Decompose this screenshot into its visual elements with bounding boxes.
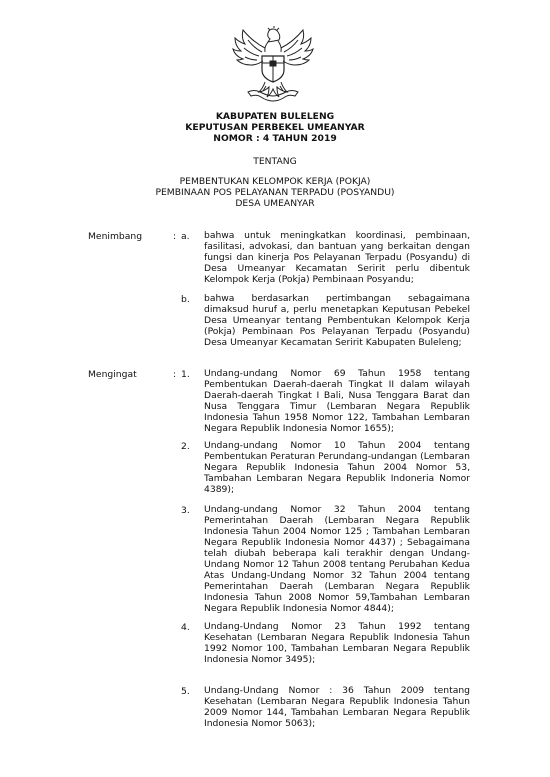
menimbang-colon: :	[173, 231, 177, 242]
text-line: 2009 Nomor 144, Tambahan Lembaran Negara Republik	[204, 706, 470, 718]
text-line: fungsi dan kinerja Pos Pelayanan Terpadu (Posyandu) di	[204, 251, 470, 263]
text-line: Negara Republik Indonesia Tahun 2004 Nomor 53,	[204, 461, 470, 473]
menimbang-item-text	[204, 294, 470, 349]
menimbang-item-marker: b.	[181, 294, 190, 305]
text-line: Pembentukan Peraturan Perundang-undangan (Lembaran	[204, 450, 470, 462]
text-line: Atas Undang-Undang Nomor 32 Tahun 2004 tentang	[204, 569, 470, 581]
subject-line-3: DESA UMEANYAR	[235, 198, 315, 209]
text-line: Nusa Tenggara Timur (Lembaran Negara Republik	[204, 400, 470, 412]
menimbang-item-text	[204, 231, 470, 286]
text-line: Undang Nomor 12 Tahun 2008 tentang Perubahan Kedua	[204, 558, 470, 570]
text-line: Negara Republik Indonesia Nomor 4437) ; Sebagaimana	[204, 536, 470, 548]
header-decree-number: NOMOR : 4 TAHUN 2019	[213, 133, 337, 144]
header-regency: KABUPATEN BULELENG	[215, 111, 335, 122]
text-line: Indonesia Tahun 2008 Nomor 59,Tambahan Lembaran	[204, 591, 470, 603]
text-line: (Pokja) Pembinaan Pos Pelayanan Terpadu (Posyandu)	[204, 325, 470, 337]
text-line: Indonesia Nomor 5063);	[204, 717, 316, 729]
text-line: Undang-Undang Nomor 23 Tahun 1992 tentang	[204, 621, 470, 632]
text-line: Indonesia Tahun 1958 Nomor 122, Tambahan Lembaran	[204, 411, 470, 423]
text-line: Undang-undang Nomor 69 Tahun 1958 tentang	[204, 368, 470, 379]
mengingat-colon: :	[173, 369, 177, 380]
text-line: Kesehatan (Lembaran Negara Republik Indonesia Tahun	[204, 631, 470, 643]
text-line: fasilitasi, advokasi, dan bantuan yang berkaitan dengan	[204, 240, 470, 252]
text-line: Undang-Undang Nomor : 36 Tahun 2009 tentang	[204, 685, 470, 696]
mengingat-item-marker: 1.	[181, 369, 190, 380]
text-line: Pemerintahan Daerah (Lembaran Negara Republik	[204, 514, 470, 526]
mengingat-item-marker: 2.	[181, 441, 190, 452]
text-line: Pemerintahan Daerah (Lembaran Negara Republik	[204, 580, 470, 592]
mengingat-item-marker: 4.	[181, 622, 190, 633]
mengingat-label: Mengingat	[88, 369, 137, 380]
text-line: Desa Umeanyar Kecamatan Seririt perlu dibentuk	[204, 262, 470, 274]
mengingat-item-marker: 5.	[181, 686, 190, 697]
mengingat-item-text	[204, 622, 470, 666]
text-line: dimaksud huruf a, perlu menetapkan Keputusan Pebekel	[204, 303, 470, 315]
text-line: telah diubah beberapa kali terakhir dengan Undang-	[204, 547, 470, 559]
text-line: Desa Umeanyar Kecamatan Seririt Kabupaten Buleleng;	[204, 336, 462, 348]
mengingat-item-text	[204, 686, 470, 730]
text-line: Undang-undang Nomor 32 Tahun 2004 tentang	[204, 504, 470, 515]
menimbang-item-marker: a.	[181, 231, 190, 242]
text-line: Kesehatan (Lembaran Negara Republik Indonesia Tahun	[204, 695, 470, 707]
text-line: Tambahan Lembaran Negara Republik Indoneria Nomor	[204, 472, 470, 484]
text-line: Desa Umeanyar tentang Pembentukan Kelompok Kerja	[204, 314, 470, 326]
header-tentang: TENTANG	[253, 156, 297, 167]
text-line: Daerah-daerah Tingkat I Bali, Nusa Tenggara Barat dan	[204, 389, 470, 401]
text-line: Undang-undang Nomor 10 Tahun 2004 tentang	[204, 440, 470, 451]
subject-line-1: PEMBENTUKAN KELOMPOK KERJA (POKJA)	[179, 176, 371, 187]
mengingat-item-text	[204, 441, 470, 496]
text-line: Indonesia Tahun 2004 Nomor 125 ; Tambahan Lembaran	[204, 525, 470, 537]
text-line: Negara Republik Indonesia Nomor 4844);	[204, 602, 394, 614]
text-line: Kelompok Kerja (Pokja) Pembinaan Posyandu;	[204, 273, 414, 285]
garuda-pancasila-emblem-icon	[232, 26, 314, 104]
mengingat-item-marker: 3.	[181, 505, 190, 516]
text-line: Pembentukan Daerah-daerah Tingkat II dalam wilayah	[204, 378, 470, 390]
mengingat-item-text	[204, 505, 470, 615]
mengingat-item-text	[204, 369, 470, 435]
text-line: bahwa berdasarkan pertimbangan sebagaimana	[204, 293, 470, 304]
text-line: Negara Republik Indonesia Nomor 1655);	[204, 422, 394, 434]
subject-line-2: PEMBINAAN POS PELAYANAN TERPADU (POSYANDU)	[155, 187, 395, 198]
menimbang-label: Menimbang	[88, 231, 143, 242]
text-line: 4389);	[204, 483, 235, 495]
text-line: bahwa untuk meningkatkan koordinasi, pembinaan,	[204, 230, 470, 241]
header-decree-title: KEPUTUSAN PERBEKEL UMEANYAR	[185, 122, 365, 133]
text-line: 1992 Nomor 100, Tambahan Lembaran Negara Republik	[204, 642, 470, 654]
text-line: Indonesia Nomor 3495);	[204, 653, 316, 665]
